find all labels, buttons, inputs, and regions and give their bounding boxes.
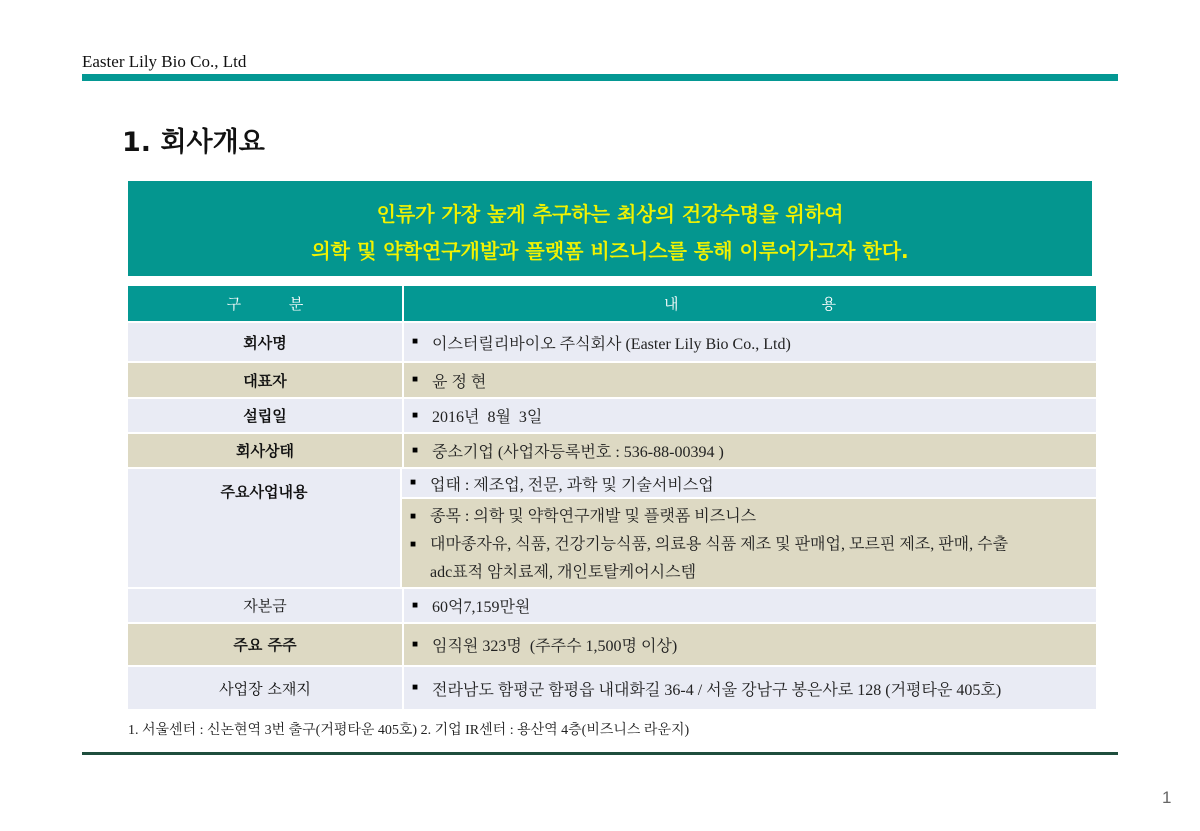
table-row — [128, 665, 1096, 709]
footer-rule — [82, 752, 1118, 755]
row-label: 주요 주주 — [128, 624, 404, 665]
bullet-icon: ■ — [412, 599, 419, 611]
row-label: 회사상태 — [128, 434, 404, 467]
table-row — [128, 432, 1096, 467]
row-item: 종목 : 의학 및 약학연구개발 및 플랫폼 비즈니스 — [430, 508, 757, 525]
row-content — [404, 323, 1096, 361]
mission-line-1: 인류가 가장 높게 추구하는 최상의 건강수명을 위하여 — [376, 202, 844, 226]
row-label: 설립일 — [128, 399, 404, 432]
table-row — [128, 397, 1096, 432]
table-row — [128, 361, 1096, 397]
bullet-icon: ■ — [412, 374, 419, 385]
row-content — [404, 667, 1096, 709]
row-item: 업태 : 제조업, 전문, 과학 및 기술서비스업 — [430, 476, 714, 494]
row-content — [404, 624, 1096, 665]
header-rule — [82, 74, 1118, 81]
bullet-icon: ■ — [412, 638, 419, 650]
header-content: 내 용 — [404, 286, 1096, 321]
bullet-icon: ■ — [410, 511, 417, 522]
header-category: 구 분 — [128, 286, 404, 321]
bullet-icon: ■ — [412, 682, 419, 693]
page-number: 1 — [1162, 788, 1172, 807]
mission-banner — [128, 181, 1092, 276]
row-item-continued: adc표적 암치료제, 개인토탈케어시스템 — [430, 564, 697, 581]
table-row — [128, 587, 1096, 622]
row-content — [404, 399, 1096, 432]
bullet-icon: ■ — [412, 444, 419, 456]
row-item: 윤 정 현 — [432, 373, 487, 391]
table-row — [128, 622, 1096, 665]
row-content — [402, 469, 1096, 587]
bullet-icon: ■ — [410, 477, 417, 488]
table-row — [128, 467, 1096, 587]
row-item: 임직원 323명 (주주수 1,500명 이상) — [432, 638, 678, 655]
mission-line-2: 의학 및 약학연구개발과 플랫폼 비즈니스를 통해 이루어가고자 한다. — [311, 239, 909, 263]
bullet-icon: ■ — [410, 539, 417, 550]
table-header-row — [128, 286, 1096, 321]
company-name: Easter Lily Bio Co., Ltd — [82, 52, 247, 71]
footnote: 1. 서울센터 : 신논현역 3번 출구(거평타운 405호) 2. 기업 IR센터 : 용산역 4층(비즈니스 라운지) — [128, 723, 690, 738]
row-content — [404, 363, 1096, 397]
row-label: 회사명 — [128, 323, 404, 361]
bullet-icon: ■ — [412, 336, 419, 347]
row-label: 주요사업내용 — [128, 469, 402, 587]
row-content — [404, 434, 1096, 467]
bullet-icon: ■ — [412, 409, 419, 421]
row-label: 사업장 소재지 — [128, 667, 404, 709]
row-content — [404, 589, 1096, 622]
section-title: 1. 회사개요 — [122, 127, 265, 158]
row-item: 전라남도 함평군 함평읍 내대화길 36-4 / 서울 강남구 봉은사로 128 (거평타운 405호) — [432, 681, 1002, 699]
row-label: 자본금 — [128, 589, 404, 622]
row-item: 2016년 8월 3일 — [432, 409, 543, 426]
row-item: 60억7,159만원 — [432, 599, 531, 616]
row-item: 대마종자유, 식품, 건강기능식품, 의료용 식품 제조 및 판매업, 모르핀 제조, 판매, 수출 — [430, 536, 1009, 553]
table-row — [128, 321, 1096, 361]
row-item: 이스터릴리바이오 주식회사 (Easter Lily Bio Co., Ltd) — [432, 335, 791, 353]
row-item: 중소기업 (사업자등록번호 : 536-88-00394 ) — [432, 444, 724, 461]
row-label: 대표자 — [128, 363, 404, 397]
company-overview-table — [128, 286, 1096, 709]
